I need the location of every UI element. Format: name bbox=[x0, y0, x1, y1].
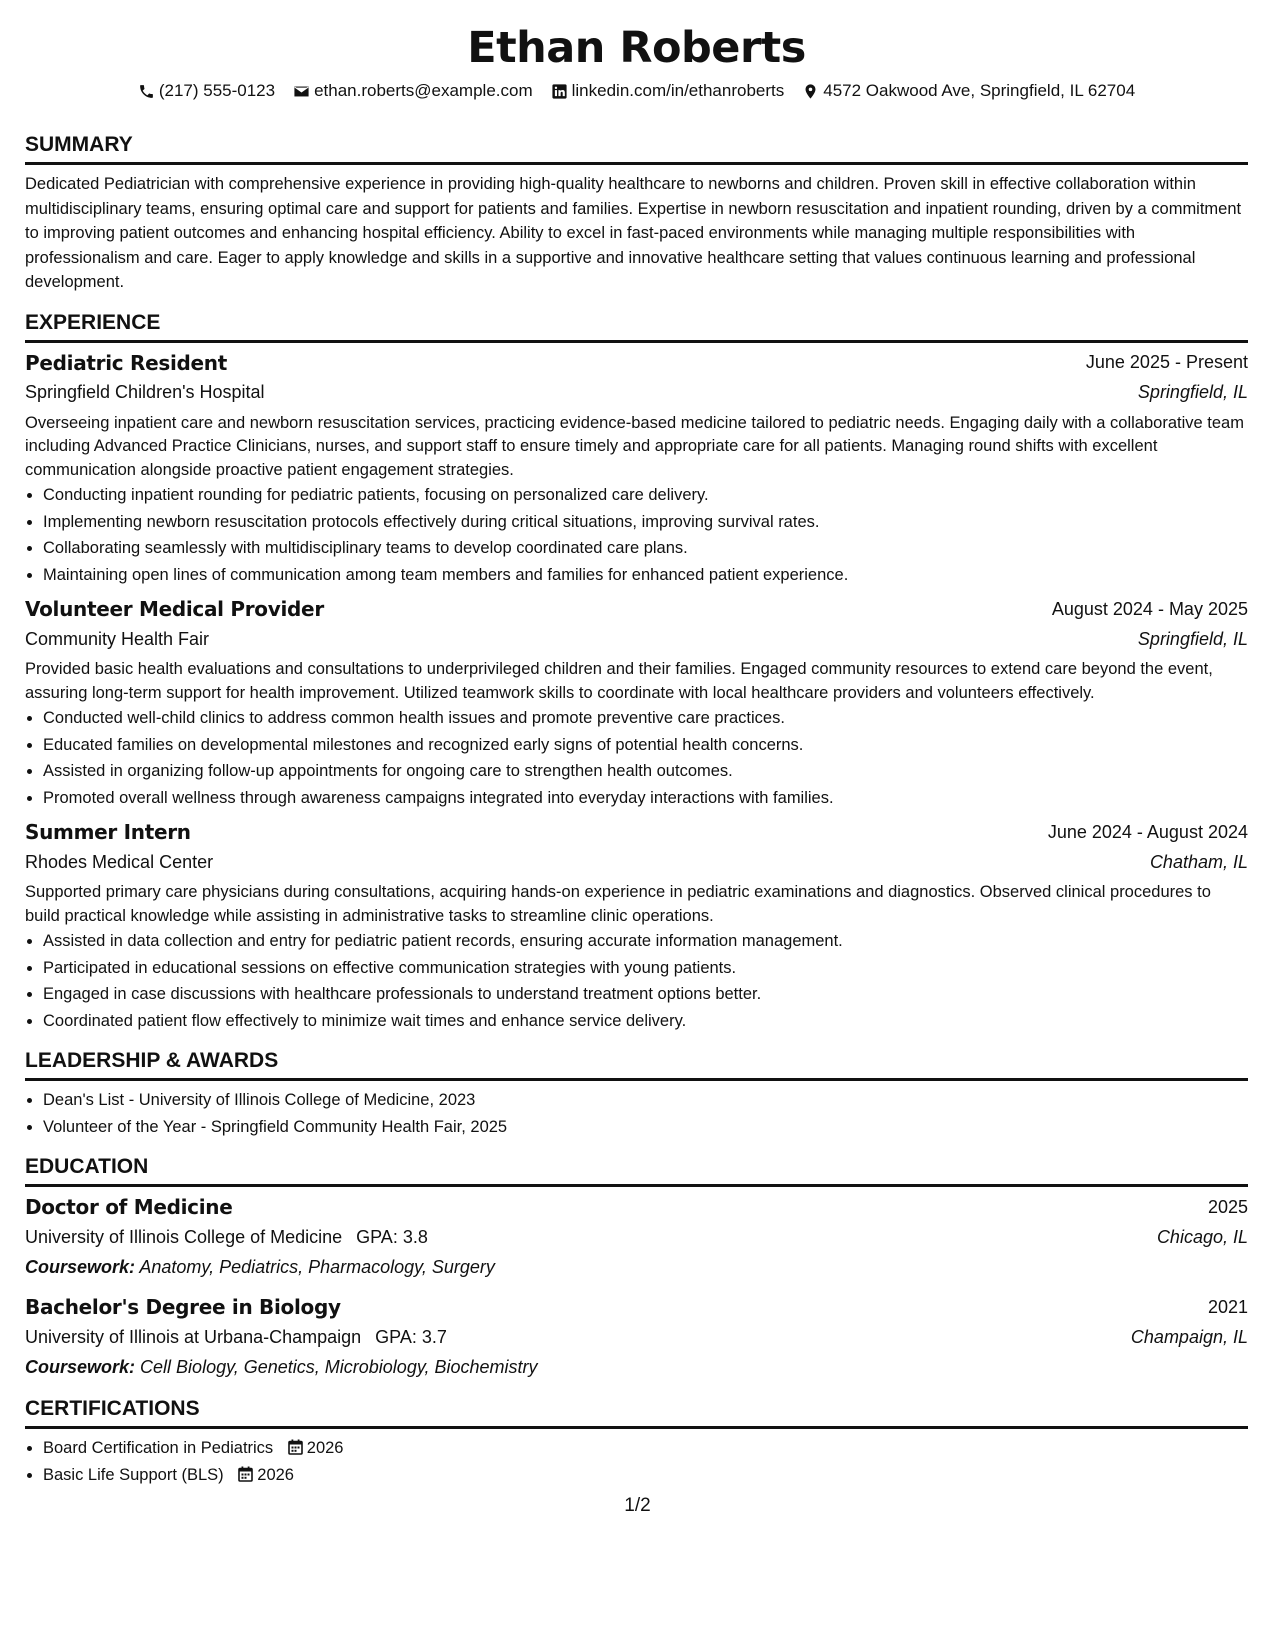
job-organization: Community Health Fair bbox=[25, 628, 210, 649]
job-description: Provided basic health evaluations and consultations to underprivileged children and their families. Engaged community resources to extend care beyond the event, assuring long-term support for health improvement. Utilized teamwork skills to coordinate with local healthcare providers and volunteers effectively. bbox=[25, 660, 1213, 702]
job-location: Springfield, IL bbox=[1137, 382, 1248, 402]
job-title: Summer Intern bbox=[25, 820, 191, 844]
coursework-label: Coursework: bbox=[25, 1357, 136, 1377]
candidate-name: Ethan Roberts bbox=[467, 23, 806, 73]
education-entry bbox=[25, 1292, 1248, 1382]
list-item: • Collaborating seamlessly with multidisciplinary teams to develop coordinated care plans. bbox=[43, 535, 1248, 562]
job-description: Supported primary care physicians during consultations, acquiring hands-on experience in pediatric examinations and diagnostics. Observed clinical procedures to build practical knowledge while assisting in administrative tasks to streamline clinic operations. bbox=[25, 883, 1211, 925]
school-location: Chicago, IL bbox=[1156, 1226, 1248, 1247]
contact-phone bbox=[138, 80, 275, 102]
certification-year: 2026 bbox=[257, 1465, 294, 1484]
list-item: • Engaged in case discussions with healthcare professionals to understand treatment options better. bbox=[43, 981, 1248, 1008]
coursework bbox=[25, 1252, 1248, 1282]
list-item: • Dean's List - University of Illinois College of Medicine, 2023 bbox=[43, 1087, 1248, 1114]
certifications-section bbox=[25, 1396, 1248, 1488]
school-location: Champaign, IL bbox=[1130, 1326, 1248, 1347]
job-entry bbox=[25, 817, 1248, 1034]
certification-name: Board Certification in Pediatrics bbox=[43, 1439, 274, 1457]
list-item: • Implementing newborn resuscitation protocols effectively during critical situations, improving survival rates. bbox=[43, 509, 1248, 536]
calendar-icon bbox=[288, 1439, 303, 1455]
coursework-list: Cell Biology, Genetics, Microbiology, Biochemistry bbox=[140, 1357, 538, 1377]
leadership-list bbox=[25, 1087, 1248, 1140]
degree-title: Bachelor's Degree in Biology bbox=[25, 1295, 341, 1319]
list-item: • Volunteer of the Year - Springfield Community Health Fair, 2025 bbox=[43, 1114, 1248, 1141]
job-bullets bbox=[25, 705, 1248, 811]
job-entry bbox=[25, 594, 1248, 811]
graduation-year: 2025 bbox=[1207, 1196, 1248, 1217]
education-section bbox=[25, 1154, 1248, 1382]
contact-bar bbox=[25, 80, 1248, 102]
gpa: GPA: 3.8 bbox=[356, 1226, 428, 1247]
degree-title: Doctor of Medicine bbox=[25, 1195, 233, 1219]
job-title: Volunteer Medical Provider bbox=[25, 597, 324, 621]
job-bullets bbox=[25, 928, 1248, 1034]
list-item bbox=[43, 1435, 1248, 1462]
job-bullets bbox=[25, 482, 1248, 588]
phone-text: (217) 555-0123 bbox=[158, 81, 276, 100]
resume-page bbox=[25, 0, 1248, 1488]
job-title: Pediatric Resident bbox=[25, 350, 227, 375]
email-link[interactable]: ethan.roberts@example.com bbox=[314, 81, 533, 100]
list-item: • Coordinated patient flow effectively to minimize wait times and enhance service delivery. bbox=[43, 1008, 1248, 1035]
job-organization: Rhodes Medical Center bbox=[25, 851, 214, 872]
address-text: 4572 Oakwood Ave, Springfield, IL 62704 bbox=[823, 81, 1136, 100]
job-entry bbox=[25, 348, 1248, 589]
list-item: • Maintaining open lines of communication among team members and families for enhanced patient experience. bbox=[43, 562, 1248, 589]
list-item bbox=[43, 1462, 1248, 1489]
section-title-certifications: CERTIFICATIONS bbox=[25, 1396, 1248, 1429]
graduation-year: 2021 bbox=[1207, 1296, 1248, 1317]
experience-section bbox=[25, 310, 1248, 1035]
list-item: • Conducting inpatient rounding for pediatric patients, focusing on personalized care delivery. bbox=[43, 482, 1248, 509]
list-item: • Participated in educational sessions on effective communication strategies with young patients. bbox=[43, 955, 1248, 982]
job-organization: Springfield Children's Hospital bbox=[25, 382, 265, 402]
contact-linkedin[interactable] bbox=[551, 80, 785, 102]
job-dates: June 2024 - August 2024 bbox=[1047, 821, 1248, 842]
list-item: • Promoted overall wellness through awareness campaigns integrated into everyday interactions with families. bbox=[43, 785, 1248, 812]
list-item: • Educated families on developmental milestones and recognized early signs of potential health concerns. bbox=[43, 732, 1248, 759]
job-location: Springfield, IL bbox=[1137, 628, 1248, 649]
coursework bbox=[25, 1352, 1248, 1382]
gpa: GPA: 3.7 bbox=[375, 1326, 447, 1347]
job-dates: June 2025 - Present bbox=[1085, 352, 1248, 372]
job-description: Overseeing inpatient care and newborn resuscitation services, practicing evidence-based medicine tailored to pediatric needs. Engaging daily with a collaborative team including Advanced Practice Clinicians, nurses, and support staff to ensure timely and appropriate care for all patients. Managing round shifts with excellent communication alongside proactive patient engagement strategies. bbox=[25, 413, 1244, 479]
job-location: Chatham, IL bbox=[1149, 851, 1248, 872]
section-title-education: EDUCATION bbox=[25, 1154, 1248, 1187]
phone-icon bbox=[138, 83, 155, 100]
linkedin-icon bbox=[551, 83, 568, 100]
certification-name: Basic Life Support (BLS) bbox=[43, 1465, 224, 1484]
coursework-list: Anatomy, Pediatrics, Pharmacology, Surgery bbox=[139, 1257, 495, 1277]
section-title-experience: EXPERIENCE bbox=[25, 310, 1248, 343]
list-item: • Assisted in data collection and entry for pediatric patient records, ensuring accurate information management. bbox=[43, 928, 1248, 955]
map-pin-icon bbox=[802, 83, 819, 100]
list-item: • Assisted in organizing follow-up appointments for ongoing care to strengthen health outcomes. bbox=[43, 758, 1248, 785]
certification-year: 2026 bbox=[306, 1439, 344, 1457]
certifications-list bbox=[25, 1435, 1248, 1488]
linkedin-link[interactable]: linkedin.com/in/ethanroberts bbox=[571, 81, 785, 100]
summary-text: Dedicated Pediatrician with comprehensive experience in providing high-quality healthcare to newborns and children. Proven skill in effective collaboration within multidisciplinary teams, ensuring optimal care and support for patients and families. Expertise in newborn resuscitation and inpatient rounding, driven by a commitment to improving patient outcomes and enhancing hospital efficiency. Ability to excel in fast-paced environments while managing multiple responsibilities with professionalism and care. Eager to apply knowledge and skills in a supportive and innovative healthcare setting that values continuous learning and professional development. bbox=[25, 175, 1242, 291]
summary-section bbox=[25, 132, 1248, 295]
school-name: University of Illinois College of Medicine bbox=[25, 1226, 343, 1247]
contact-address bbox=[802, 80, 1135, 102]
school-name: University of Illinois at Urbana-Champaign bbox=[25, 1326, 362, 1347]
job-dates: August 2024 - May 2025 bbox=[1051, 598, 1248, 619]
calendar-icon bbox=[238, 1466, 253, 1482]
leadership-section bbox=[25, 1048, 1248, 1140]
list-item: • Conducted well-child clinics to address common health issues and promote preventive care practices. bbox=[43, 705, 1248, 732]
page-number: 1/2 bbox=[624, 1495, 651, 1516]
coursework-label: Coursework: bbox=[25, 1257, 136, 1277]
section-title-leadership: LEADERSHIP & AWARDS bbox=[25, 1048, 1248, 1081]
contact-email[interactable] bbox=[293, 80, 533, 102]
education-entry bbox=[25, 1192, 1248, 1282]
section-title-summary: SUMMARY bbox=[25, 132, 1248, 165]
envelope-icon bbox=[293, 83, 310, 100]
